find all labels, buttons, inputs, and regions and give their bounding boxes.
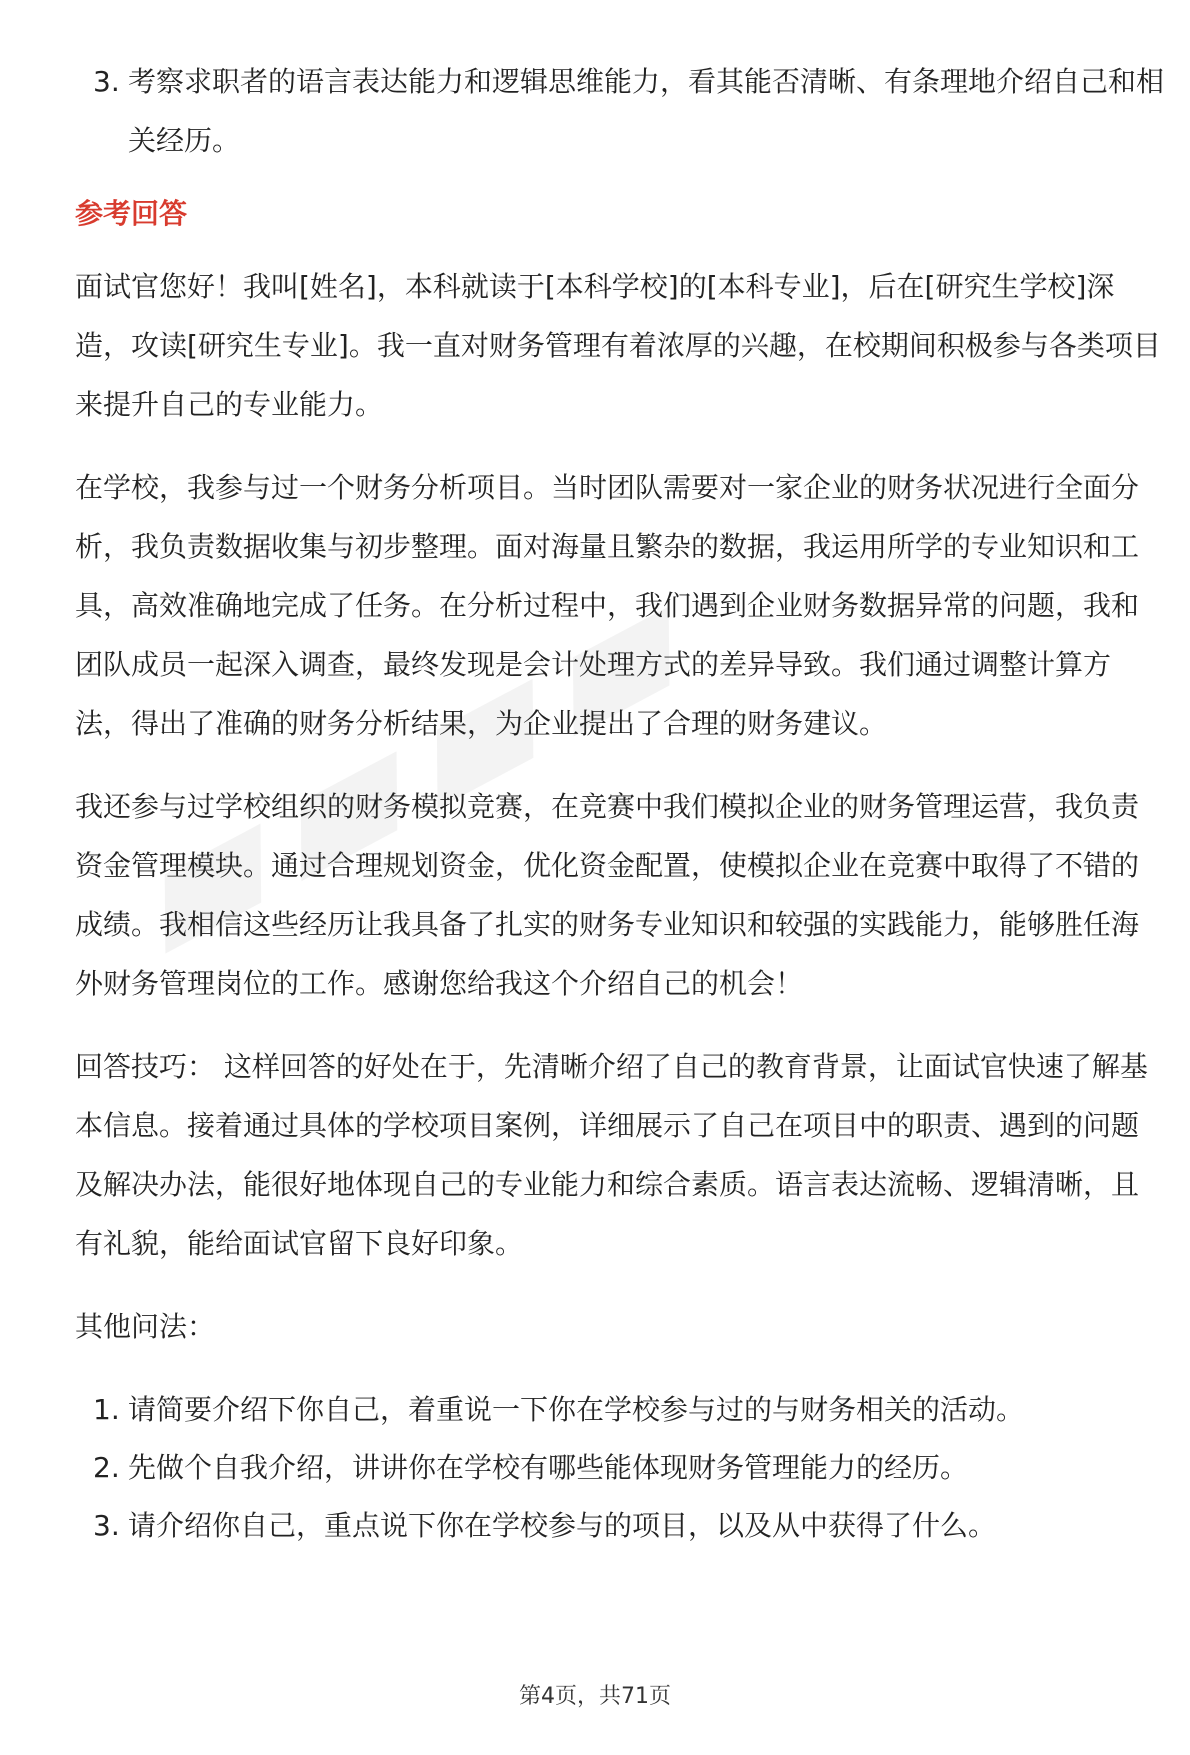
- list-item: [93, 1438, 1165, 1497]
- page-number-footer: 第4页，共71页: [519, 1684, 671, 1709]
- list-item: [93, 1496, 1165, 1555]
- list-number: 1.: [93, 1393, 120, 1426]
- answer-paragraph: 面试官您好！我叫[姓名]，本科就读于[本科学校]的[本科专业]，后在[研究生学校]深造，攻读[研究生专业]。我一直对财务管理有着浓厚的兴趣，在校期间积极参与各类项目来提升自己的专业能力。: [75, 270, 1161, 421]
- list-item: [93, 1380, 1165, 1439]
- reference-answer-heading: 参考回答: [75, 197, 188, 230]
- list-number: 3.: [93, 65, 120, 98]
- list-text: 先做个自我介绍，讲讲你在学校有哪些能体现财务管理能力的经历。: [128, 1451, 969, 1484]
- other-questions-list: [75, 1380, 1165, 1555]
- criteria-list-item: [93, 52, 1165, 170]
- list-text: 请介绍你自己，重点说下你在学校参与的项目，以及从中获得了什么。: [128, 1509, 997, 1542]
- list-number: 3.: [93, 1509, 120, 1542]
- list-text: 请简要介绍下你自己，着重说一下你在学校参与过的与财务相关的活动。: [128, 1393, 1025, 1426]
- answer-paragraph: 我还参与过学校组织的财务模拟竞赛，在竞赛中我们模拟企业的财务管理运营，我负责资金管理模块。通过合理规划资金，优化资金配置，使模拟企业在竞赛中取得了不错的成绩。我相信这些经历让我具备了扎实的财务专业知识和较强的实践能力，能够胜任海外财务管理岗位的工作。感谢您给我这个介绍自己的机会！: [75, 790, 1140, 1000]
- document-page: [75, 52, 1165, 1554]
- answer-paragraph: 在学校，我参与过一个财务分析项目。当时团队需要对一家企业的财务状况进行全面分析，我负责数据收集与初步整理。面对海量且繁杂的数据，我运用所学的专业知识和工具，高效准确地完成了任务。在分析过程中，我们遇到企业财务数据异常的问题，我和团队成员一起深入调查，最终发现是会计处理方式的差异导致。我们通过调整计算方法，得出了准确的财务分析结果，为企业提出了合理的财务建议。: [75, 471, 1140, 740]
- answer-tips: 回答技巧： 这样回答的好处在于，先清晰介绍了自己的教育背景，让面试官快速了解基本信息。接着通过具体的学校项目案例，详细展示了自己在项目中的职责、遇到的问题及解决办法，能很好地体现自己的专业能力和综合素质。语言表达流畅、逻辑清晰，且有礼貌，能给面试官留下良好印象。: [75, 1050, 1148, 1260]
- other-questions-heading: 其他问法：: [75, 1310, 216, 1343]
- list-number: 2.: [93, 1451, 120, 1484]
- list-text: 考察求职者的语言表达能力和逻辑思维能力，看其能否清晰、有条理地介绍自己和相关经历。: [128, 65, 1165, 157]
